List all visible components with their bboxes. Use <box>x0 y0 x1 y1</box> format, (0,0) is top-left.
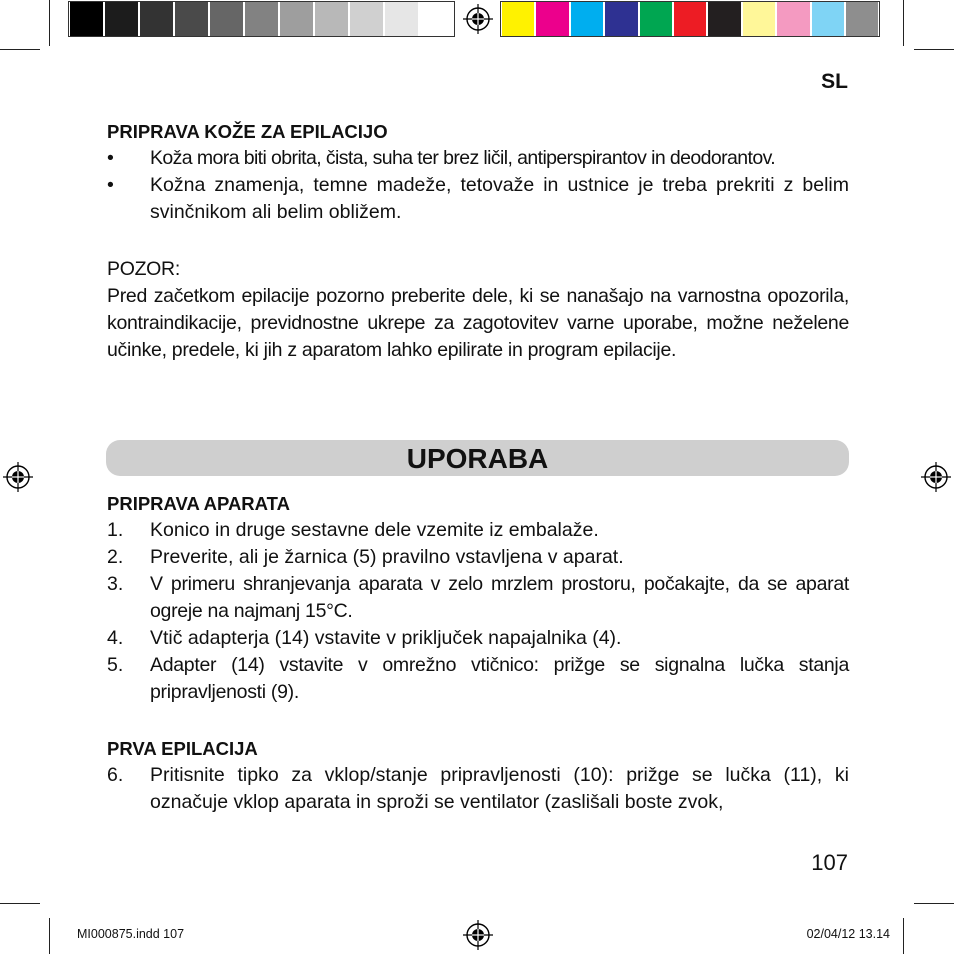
warning-text: Pred začetkom epilacije pozorno preberite dele, ki se nanašajo na varnostna opozorila, kontraindikacije, previdnostne ukrepe za zagotovitev varne uporabe, možne neželene učinke, predele, ki jih z aparatom lahko epilirate in program epilacije. <box>107 285 849 361</box>
list-item <box>107 145 849 172</box>
device-preparation-section <box>107 490 849 706</box>
list-item-text: Vtič adapterja (14) vstavite v priključek napajalnika (4). <box>150 627 622 649</box>
step-number: 1. <box>107 519 124 541</box>
registration-mark-icon <box>463 920 493 950</box>
crop-mark <box>903 918 904 954</box>
step-number: 4. <box>107 627 124 649</box>
list-item <box>107 625 849 652</box>
crop-mark <box>903 0 904 46</box>
list-item <box>107 571 849 625</box>
list-item-text: Adapter (14) vstavite v omrežno vtičnico: prižge se signalna lučka stanja pripravljenosti (9). <box>150 654 849 703</box>
list-item-text: Pritisnite tipko za vklop/stanje pripravljenosti (10): prižge se lučka (11), ki označuje vklop aparata in sproži se ventilator (zaslišali boste zvok, <box>150 764 849 813</box>
first-epilation-section <box>107 735 849 816</box>
list-item <box>107 652 849 706</box>
footer-datetime: 02/04/12 13.14 <box>806 927 890 941</box>
list-item-text: Kožna znamenja, temne madeže, tetovaže in ustnice je treba prekriti z belim svinčnikom ali belim obližem. <box>150 174 849 223</box>
list-item <box>107 517 849 544</box>
crop-mark <box>914 49 954 50</box>
step-number: 3. <box>107 573 124 595</box>
section-heading: PRVA EPILACIJA <box>107 738 258 759</box>
list-item <box>107 544 849 571</box>
skin-preparation-section <box>107 118 849 226</box>
registration-mark-icon <box>463 4 493 34</box>
list-item-text: Koža mora biti obrita, čista, suha ter brez ličil, antiperspirantov in deodorantov. <box>150 147 776 169</box>
section-heading: PRIPRAVA APARATA <box>107 493 290 514</box>
crop-mark <box>914 903 954 904</box>
page-number: 107 <box>811 850 848 875</box>
crop-mark <box>0 49 40 50</box>
footer-file-info: MI000875.indd 107 <box>77 927 185 941</box>
warning-block <box>107 256 849 364</box>
list-item-text: V primeru shranjevanja aparata v zelo mrzlem prostoru, počakajte, da se aparat ogreje na najmanj 15°C. <box>150 573 849 622</box>
section-heading: PRIPRAVA KOŽE ZA EPILACIJO <box>107 121 388 142</box>
language-code: SL <box>821 70 848 93</box>
color-bar-frame <box>68 1 455 37</box>
crop-mark <box>49 0 50 46</box>
section-banner: UPORABA <box>106 440 849 476</box>
list-item <box>107 762 849 816</box>
list-item <box>107 172 849 226</box>
list-item-text: Konico in druge sestavne dele vzemite iz embalaže. <box>150 519 599 541</box>
step-number: 5. <box>107 654 124 676</box>
registration-mark-icon <box>921 462 951 492</box>
registration-mark-icon <box>3 462 33 492</box>
color-bar-frame <box>500 1 880 37</box>
list-item-text: Preverite, ali je žarnica (5) pravilno vstavljena v aparat. <box>150 546 624 568</box>
bullet: • <box>107 147 114 169</box>
step-number: 2. <box>107 546 124 568</box>
step-number: 6. <box>107 764 124 786</box>
crop-mark <box>0 903 40 904</box>
bullet: • <box>107 174 114 196</box>
warning-label: POZOR: <box>107 258 180 280</box>
crop-mark <box>49 918 50 954</box>
